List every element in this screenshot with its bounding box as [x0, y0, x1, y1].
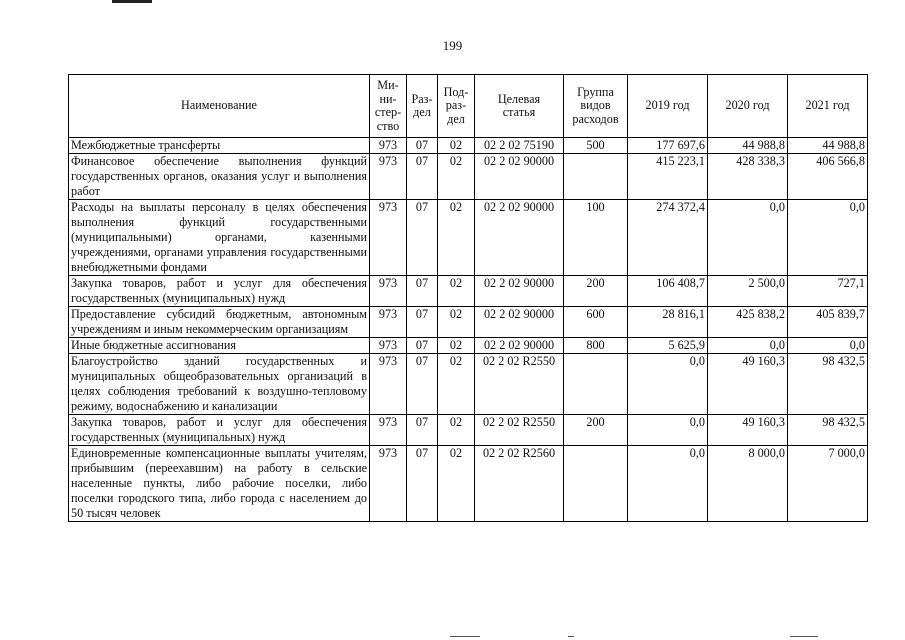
row-name: Единовременные компенсационные выплаты учителям, прибывшим (переехавшим) на работу в сельские населенные пункты, либо рабочие поселки, либо поселки городского типа, либо города с населением до 50 тысяч человек [69, 446, 370, 522]
row-name: Закупка товаров, работ и услуг для обеспечения государственных (муниципальных) нужд [69, 276, 370, 307]
table-row [69, 200, 868, 276]
row-ministry: 973 [370, 307, 407, 338]
row-section: 07 [407, 415, 438, 446]
row-2021: 98 432,5 [788, 354, 868, 415]
header-subsection [438, 75, 475, 138]
row-group [564, 354, 628, 415]
row-2021: 44 988,8 [788, 138, 868, 154]
row-2020: 44 988,8 [708, 138, 788, 154]
header-2020: 2020 год [708, 75, 788, 138]
row-name: Закупка товаров, работ и услуг для обеспечения государственных (муниципальных) нужд [69, 415, 370, 446]
row-name: Благоустройство зданий государственных и муниципальных общеобразовательных организаций в целях соблюдения требований к воздушно-тепловому режиму, водоснабжению и канализации [69, 354, 370, 415]
row-name: Межбюджетные трансферты [69, 138, 370, 154]
budget-table [68, 74, 868, 522]
row-2020: 49 160,3 [708, 354, 788, 415]
row-name: Расходы на выплаты персоналу в целях обеспечения выполнения функций государственными (муниципальными) органами, казенными учреждениями, органами управления государственными внебюджетными фондами [69, 200, 370, 276]
table-row [69, 415, 868, 446]
row-ministry: 973 [370, 415, 407, 446]
row-target: 02 2 02 90000 [475, 338, 564, 354]
row-subsection: 02 [438, 307, 475, 338]
row-section: 07 [407, 138, 438, 154]
row-group [564, 446, 628, 522]
row-2019: 274 372,4 [628, 200, 708, 276]
row-subsection: 02 [438, 354, 475, 415]
header-name: Наименование [69, 75, 370, 138]
row-section: 07 [407, 154, 438, 200]
header-target-text: Целевая статья [497, 91, 541, 119]
row-2019: 415 223,1 [628, 154, 708, 200]
row-2021: 406 566,8 [788, 154, 868, 200]
header-subsection-text: Под- раз- дел [443, 84, 469, 126]
row-2020: 2 500,0 [708, 276, 788, 307]
row-section: 07 [407, 276, 438, 307]
header-ministry [370, 75, 407, 138]
row-ministry: 973 [370, 200, 407, 276]
table-row [69, 446, 868, 522]
header-2021: 2021 год [788, 75, 868, 138]
row-subsection: 02 [438, 138, 475, 154]
row-target: 02 2 02 90000 [475, 154, 564, 200]
row-2019: 106 408,7 [628, 276, 708, 307]
row-ministry: 973 [370, 154, 407, 200]
row-ministry: 973 [370, 276, 407, 307]
row-2020: 428 338,3 [708, 154, 788, 200]
scan-artifact-mark [568, 636, 574, 637]
row-ministry: 973 [370, 138, 407, 154]
table-row [69, 307, 868, 338]
table-header-row [69, 75, 868, 138]
row-subsection: 02 [438, 415, 475, 446]
row-2021: 0,0 [788, 338, 868, 354]
row-2020: 0,0 [708, 338, 788, 354]
row-section: 07 [407, 307, 438, 338]
row-2019: 0,0 [628, 354, 708, 415]
row-target: 02 2 02 R2550 [475, 354, 564, 415]
row-target: 02 2 02 R2560 [475, 446, 564, 522]
header-target [475, 75, 564, 138]
row-group: 600 [564, 307, 628, 338]
header-section-text: Раз- дел [411, 91, 433, 119]
row-subsection: 02 [438, 446, 475, 522]
row-2021: 0,0 [788, 200, 868, 276]
row-target: 02 2 02 R2550 [475, 415, 564, 446]
row-target: 02 2 02 75190 [475, 138, 564, 154]
row-subsection: 02 [438, 276, 475, 307]
row-2021: 727,1 [788, 276, 868, 307]
table-row [69, 276, 868, 307]
scan-artifact-mark [790, 636, 818, 637]
row-2019: 177 697,6 [628, 138, 708, 154]
row-name: Иные бюджетные ассигнования [69, 338, 370, 354]
row-section: 07 [407, 446, 438, 522]
page-number: 199 [442, 38, 463, 53]
row-subsection: 02 [438, 338, 475, 354]
row-group: 800 [564, 338, 628, 354]
row-2020: 0,0 [708, 200, 788, 276]
row-2020: 425 838,2 [708, 307, 788, 338]
table-row [69, 354, 868, 415]
row-ministry: 973 [370, 446, 407, 522]
row-2020: 49 160,3 [708, 415, 788, 446]
header-group-text: Группа видов расходов [572, 84, 619, 126]
table-row [69, 138, 868, 154]
row-group: 200 [564, 276, 628, 307]
header-2019: 2019 год [628, 75, 708, 138]
row-group: 100 [564, 200, 628, 276]
row-ministry: 973 [370, 338, 407, 354]
table-row [69, 154, 868, 200]
row-2019: 0,0 [628, 415, 708, 446]
row-2019: 5 625,9 [628, 338, 708, 354]
row-target: 02 2 02 90000 [475, 307, 564, 338]
row-name: Финансовое обеспечение выполнения функций государственных органов, оказания услуг и выполнения работ [69, 154, 370, 200]
row-group: 500 [564, 138, 628, 154]
row-name: Предоставление субсидий бюджетным, автономным учреждениям и иным некоммерческим организациям [69, 307, 370, 338]
row-group: 200 [564, 415, 628, 446]
row-target: 02 2 02 90000 [475, 200, 564, 276]
row-section: 07 [407, 338, 438, 354]
header-ministry-text: Ми- ни- стер- ство [374, 78, 402, 133]
row-2020: 8 000,0 [708, 446, 788, 522]
row-group [564, 154, 628, 200]
row-2021: 7 000,0 [788, 446, 868, 522]
row-2019: 0,0 [628, 446, 708, 522]
scan-artifact-mark [450, 636, 480, 637]
row-section: 07 [407, 354, 438, 415]
row-subsection: 02 [438, 154, 475, 200]
row-target: 02 2 02 90000 [475, 276, 564, 307]
row-ministry: 973 [370, 354, 407, 415]
row-2021: 98 432,5 [788, 415, 868, 446]
header-group [564, 75, 628, 138]
row-subsection: 02 [438, 200, 475, 276]
table-row [69, 338, 868, 354]
scan-artifact-mark [112, 0, 152, 3]
row-2019: 28 816,1 [628, 307, 708, 338]
row-2021: 405 839,7 [788, 307, 868, 338]
header-section [407, 75, 438, 138]
row-section: 07 [407, 200, 438, 276]
